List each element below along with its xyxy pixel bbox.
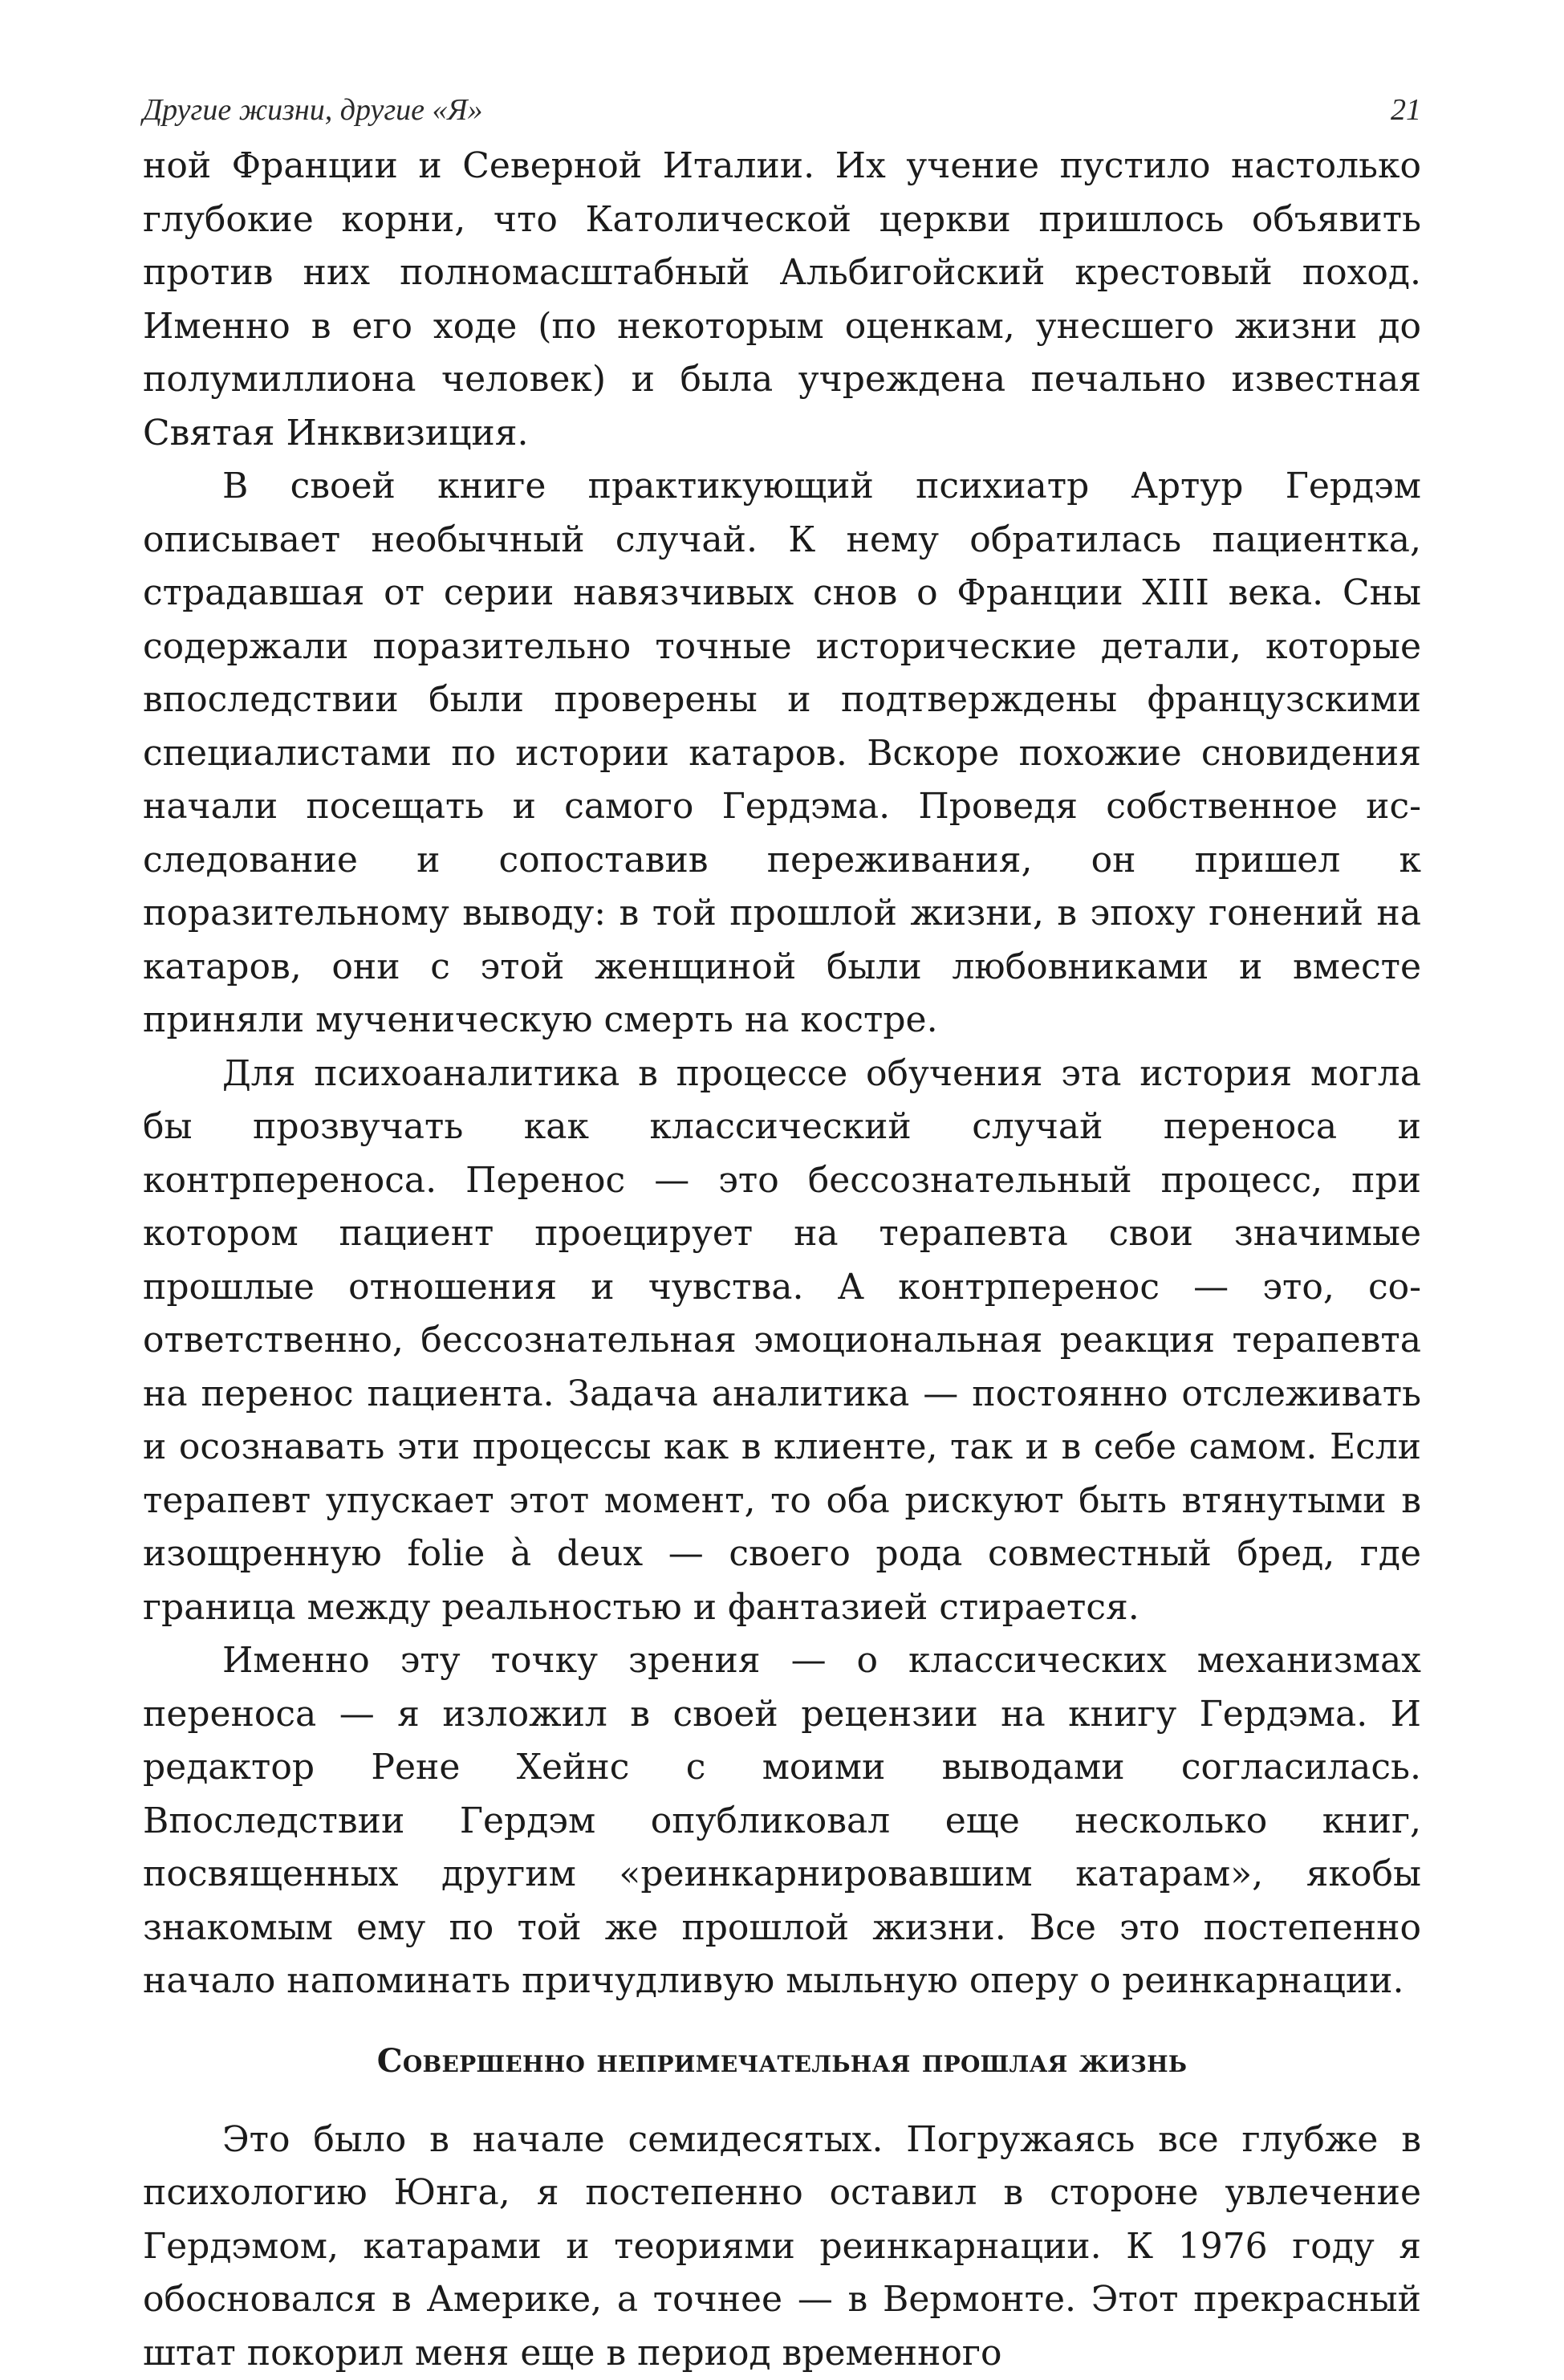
book-page [143,95,1421,2380]
paragraph: ной Франции и Северной Италии. Их учение пустило настолько глубокие корни, что Католической церкви пришлось объявить против них полномасштабный Альбигойский крестовый поход. Именно в его ходе (по некоторым оценкам, унесшего жизни до полумиллиона человек) и была учреждена печально известная Святая Инквизиция. [143,140,1421,460]
paragraph: Это было в начале семидесятых. Погружаясь все глубже в психологию Юнга, я постепенно оставил в стороне увлечение Гердэмом, катарами и теориями реинкарнации. К 1976 году я обосновался в Америке, а точнее — в Вермонте. Этот прекрасный штат покорил меня еще в период временного [143,2114,1421,2380]
paragraph: В своей книге практикующий психиатр Артур Гердэм описывает необычный случай. К нему обратилась пациентка, страдавшая от серии навязчивых снов о Франции XIII века. Сны содержали поразительно точные исторические детали, которые впоследствии были проверены и подтверждены французскими специалистами по истории катаров. Вскоре похожие сновидения начали посещать и самого Гердэма. Проведя собственное исследование и сопоставив переживания, он пришел к поразительному выводу: в той прошлой жизни, в эпоху гонений на катаров, они с этой женщиной были любовниками и вместе приняли мученическую смерть на костре. [143,460,1421,1048]
paragraph: Для психоаналитика в процессе обучения эта история могла бы прозвучать как классический случай переноса и контрпереноса. Перенос — это бессознательный процесс, при котором пациент проецирует на терапевта свои значимые прошлые отношения и чувства. А контрперенос — это, соответственно, бессознательная эмоциональная реакция терапевта на перенос пациента. Задача аналитика — постоянно отслеживать и осознавать эти процессы как в клиенте, так и в себе самом. Если терапевт упускает этот момент, то оба рискуют быть втянутыми в изощренную folie à deux — своего рода совместный бред, где граница между реальностью и фантазией стирается. [143,1048,1421,1635]
running-head [143,95,1421,140]
page-body [143,140,1421,2380]
paragraph: Именно эту точку зрения — о классических механизмах переноса — я изложил в своей рецензии на книгу Гердэма. И редактор Рене Хейнс с моими выводами согласилась. Впоследствии Гердэм опубликовал еще несколько книг, посвященных другим «реинкарнировавшим катарам», якобы знакомым ему по той же прошлой жизни. Все это постепенно начало напоминать причудливую мыльную оперу о реинкарнации. [143,1634,1421,2008]
running-head-title: Другие жизни, другие «Я» [143,95,483,125]
page-number: 21 [1391,95,1421,125]
section-heading: Совершенно непримечательная прошлая жизнь [143,2032,1421,2090]
